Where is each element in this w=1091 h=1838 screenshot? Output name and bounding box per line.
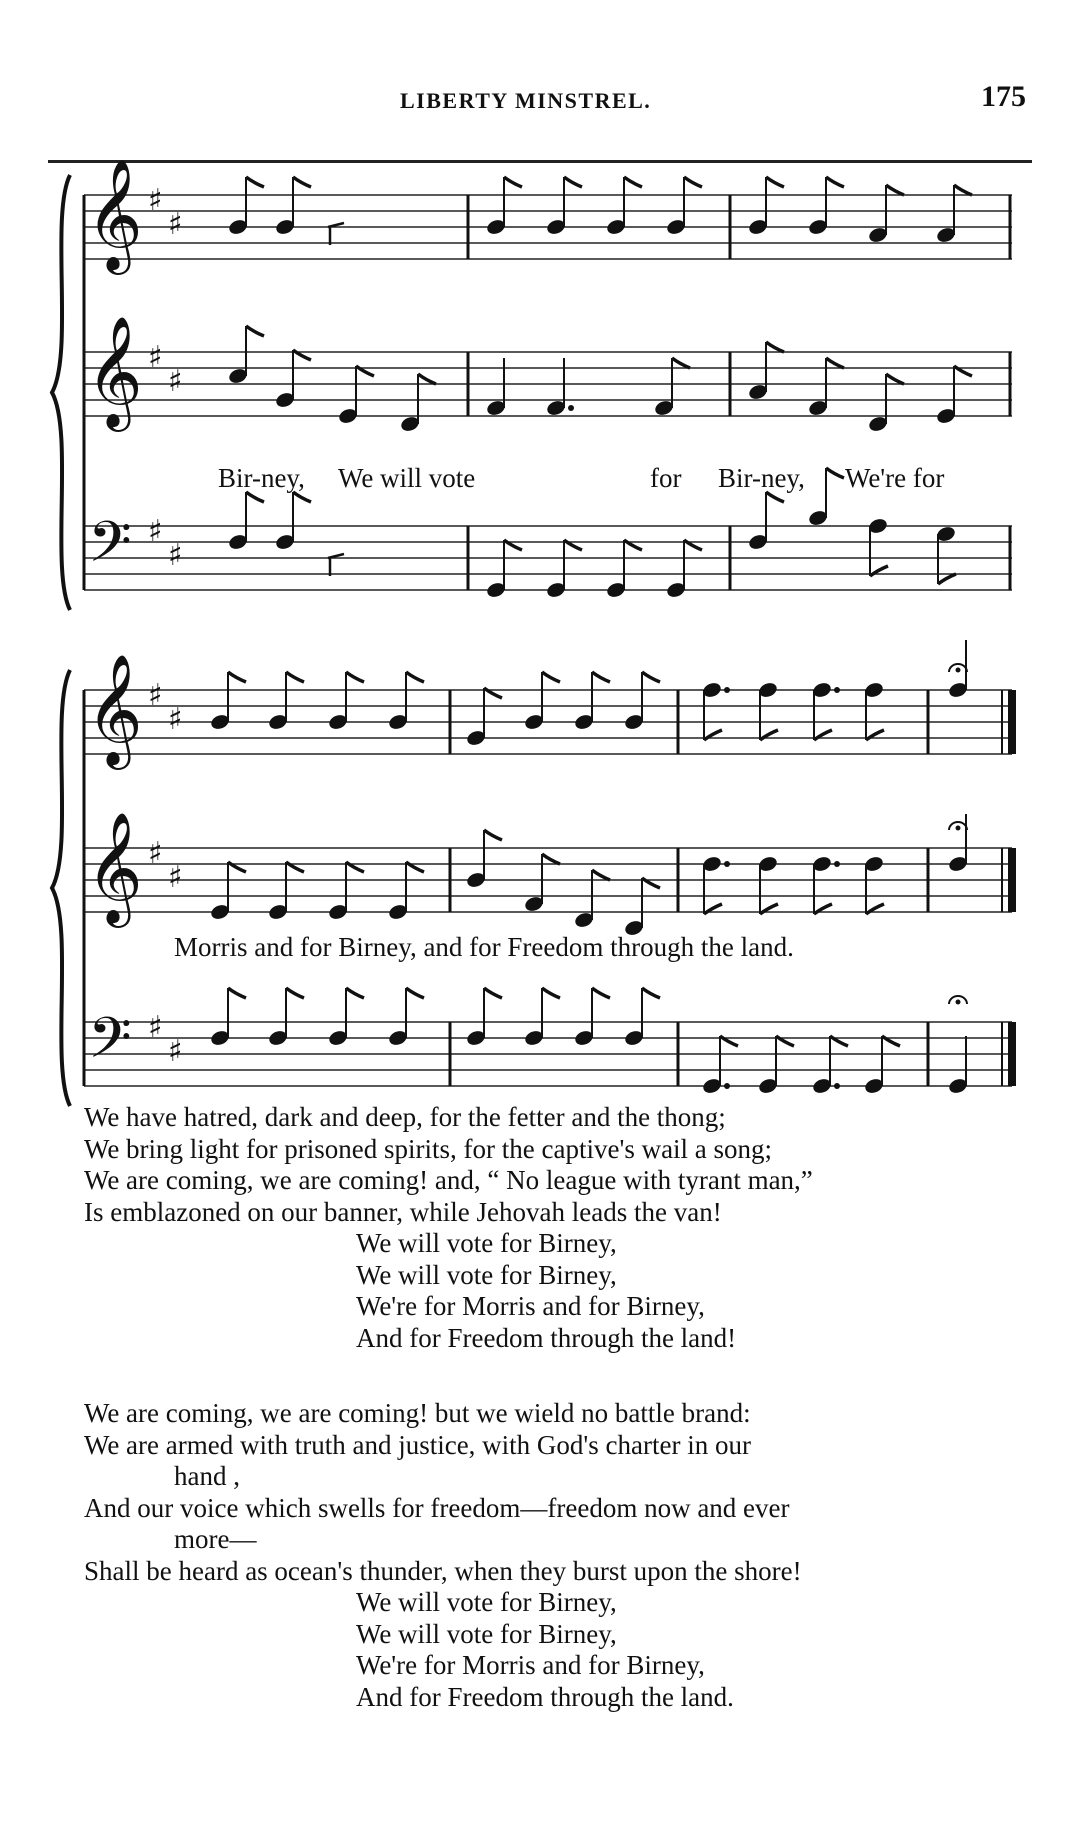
note-flag [228, 672, 246, 682]
chorus-line: We will vote for Birney, [356, 1587, 617, 1617]
verse-line: We are coming, we are coming! and, “ No league with tyrant man,” [84, 1165, 813, 1195]
treble-clef-icon: 𝄞 [86, 158, 143, 270]
note-flag [542, 988, 560, 998]
note-flag [766, 342, 784, 352]
note-flag [954, 185, 972, 195]
sharp-icon: ♯ [148, 183, 163, 218]
note-flag [406, 672, 424, 682]
bass-clef-icon: 𝄢 [88, 1006, 132, 1085]
page-number: 175 [981, 80, 1026, 113]
chorus-line: And for Freedom through the land. [356, 1681, 734, 1712]
fermata-dot [956, 1000, 961, 1005]
chorus-line: We're for Morris and for Birney, [356, 1650, 705, 1680]
treble-clef-icon: 𝄞 [86, 315, 143, 427]
sharp-icon: ♯ [148, 340, 163, 375]
chorus-line: We will vote for Birney, [356, 1618, 617, 1649]
note-flag [346, 672, 364, 682]
sharp-icon: ♯ [148, 678, 163, 713]
note-dot [724, 861, 730, 867]
lyric-word-2: We will vote [338, 463, 476, 493]
note-flag [826, 468, 844, 478]
sharp-icon: ♯ [168, 860, 183, 895]
note-flag [542, 854, 560, 864]
sharp-icon: ♯ [168, 207, 183, 242]
sharp-icon: ♯ [168, 1034, 183, 1069]
verse-line: And our voice which swells for freedom—freedom now and ever [84, 1492, 790, 1523]
verse-line: We have hatred, dark and deep, for the fetter and the thong; [84, 1102, 726, 1132]
note-flag [642, 672, 660, 682]
fermata-dot [956, 668, 961, 673]
note-flag [592, 870, 610, 880]
note-flag [938, 574, 956, 584]
note-flag [886, 374, 904, 384]
note-flag [484, 988, 502, 998]
note-flag [286, 988, 304, 998]
note-flag [406, 988, 424, 998]
note-flag [642, 988, 660, 998]
sharp-icon: ♯ [168, 538, 183, 573]
final-bar-thick [1008, 690, 1016, 754]
note-flag [504, 177, 522, 187]
running-head: LIBERTY MINSTREL. [400, 88, 652, 113]
sharp-icon: ♯ [148, 514, 163, 549]
note-flag [542, 672, 560, 682]
sharp-icon: ♯ [168, 702, 183, 737]
lyric-line-2: Morris and for Birney, and for Freedom through the land. [174, 932, 794, 962]
note-flag [684, 177, 702, 187]
bass-clef-icon: 𝄢 [88, 510, 132, 589]
note-flag [246, 177, 264, 187]
lyric-word-3: for [650, 463, 682, 493]
note-dot [834, 1083, 840, 1089]
verse-line-continued: more— [174, 1524, 257, 1554]
note-dot [568, 405, 574, 411]
fermata-dot [956, 826, 961, 831]
final-bar-thick [1008, 1022, 1016, 1086]
sharp-icon: ♯ [148, 836, 163, 871]
note-flag [228, 988, 246, 998]
verse-line: Is emblazoned on our banner, while Jehovah leads the van! [84, 1196, 722, 1227]
treble-clef-icon: 𝄞 [86, 653, 143, 765]
note-flag [766, 177, 784, 187]
verse-line-continued: hand , [174, 1461, 240, 1491]
verse-line: We are armed with truth and justice, with God's charter in our [84, 1429, 751, 1460]
chorus-line: We're for Morris and for Birney, [356, 1291, 705, 1321]
note-flag [592, 672, 610, 682]
verse-line: Shall be heard as ocean's thunder, when they burst upon the shore! [84, 1555, 802, 1586]
final-bar-thick [1008, 848, 1016, 912]
note-flag [564, 177, 582, 187]
lyric-word-1: Bir-ney, [218, 463, 305, 493]
note-flag [346, 988, 364, 998]
note-flag [886, 185, 904, 195]
verse-2 [84, 1398, 1024, 1713]
note-flag [672, 358, 690, 368]
note-flag [484, 830, 502, 840]
note-flag [246, 326, 264, 336]
chorus-line: We will vote for Birney, [356, 1259, 617, 1290]
system-brace [52, 670, 70, 1106]
verse-line: We are coming, we are coming! but we wield no battle brand: [84, 1398, 751, 1428]
note-dot [834, 861, 840, 867]
system-brace [52, 175, 70, 610]
note-dot [834, 687, 840, 693]
lyric-word-5: We're for [845, 463, 945, 493]
note-flag [826, 358, 844, 368]
note-flag [592, 988, 610, 998]
sharp-icon: ♯ [168, 364, 183, 399]
note-dot [724, 687, 730, 693]
chorus-line: And for Freedom through the land! [356, 1322, 737, 1353]
note-flag [418, 374, 436, 384]
verse-line: We bring light for prisoned spirits, for the captive's wail a song; [84, 1133, 773, 1164]
note-flag [286, 672, 304, 682]
lyric-word-4: Bir-ney, [718, 463, 805, 493]
verse-1 [84, 1102, 1024, 1354]
note-flag [624, 177, 642, 187]
sharp-icon: ♯ [148, 1010, 163, 1045]
treble-clef-icon: 𝄞 [86, 811, 143, 923]
note-dot [724, 1083, 730, 1089]
note-flag [293, 177, 311, 187]
note-flag [826, 177, 844, 187]
chorus-line: We will vote for Birney, [356, 1228, 617, 1258]
